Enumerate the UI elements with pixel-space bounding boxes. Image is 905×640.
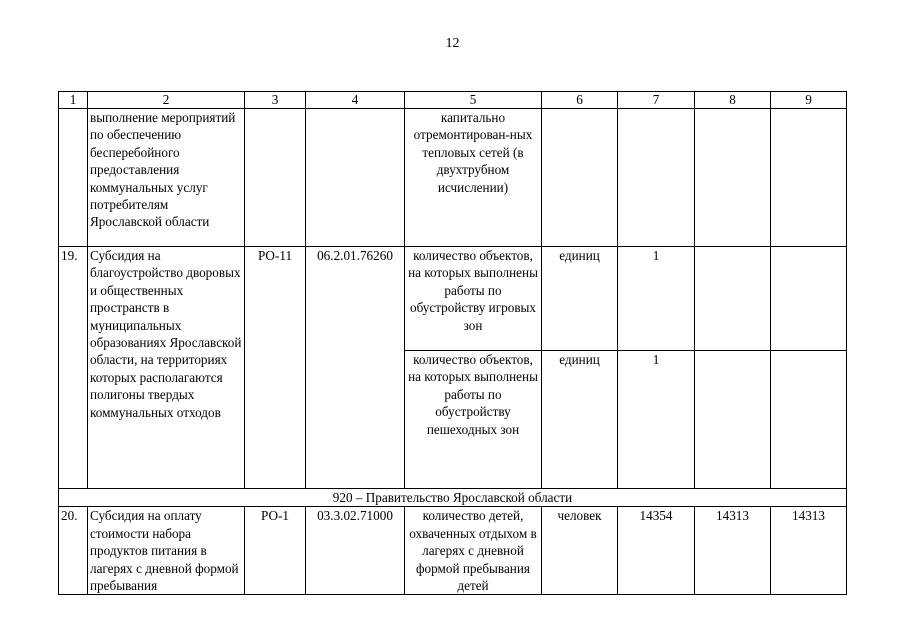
unit-cell: единиц (542, 247, 618, 351)
subsidy-table (58, 91, 847, 595)
subsidy-name-cell: Субсидия на оплату стоимости набора продуктов питания в лагерях с дневной формой пребывания (88, 507, 245, 595)
table-row-20 (59, 507, 847, 595)
table-row-19 (59, 247, 847, 351)
unit-cell: единиц (542, 351, 618, 489)
column-header: 9 (771, 92, 847, 109)
value-cell (771, 247, 847, 351)
column-header: 5 (405, 92, 542, 109)
table-row-continuation (59, 109, 847, 247)
row-number-cell (59, 109, 88, 247)
value-cell (618, 109, 695, 247)
column-header: 8 (695, 92, 771, 109)
unit-cell: человек (542, 507, 618, 595)
value-cell: 14313 (695, 507, 771, 595)
indicator-cell: количество детей, охваченных отдыхом в лагерях с дневной формой пребывания детей (405, 507, 542, 595)
column-header: 4 (306, 92, 405, 109)
value-cell: 1 (618, 351, 695, 489)
value-cell (771, 109, 847, 247)
subsidy-name-cell: Субсидия на благоустройство дворовых и общественных пространств в муниципальных образованиях Ярославской области, на территориях которых располагаются полигоны твердых коммунальных отходов (88, 247, 245, 489)
value-cell: 14354 (618, 507, 695, 595)
subsidy-name-cell: выполнение мероприятий по обеспечению бесперебойного предоставления коммунальных услуг потребителям Ярославской области (88, 109, 245, 247)
table-header-row (59, 92, 847, 109)
code-cell (245, 109, 306, 247)
value-cell (695, 109, 771, 247)
kbk-cell: 06.2.01.76260 (306, 247, 405, 489)
value-cell (695, 351, 771, 489)
value-cell (695, 247, 771, 351)
indicator-cell: капитально отремонтирован-ных тепловых сетей (в двухтрубном исчислении) (405, 109, 542, 247)
row-number-cell: 20. (59, 507, 88, 595)
column-header: 7 (618, 92, 695, 109)
value-cell (771, 351, 847, 489)
row-number-cell: 19. (59, 247, 88, 489)
code-cell: РО-1 (245, 507, 306, 595)
value-cell: 1 (618, 247, 695, 351)
unit-cell (542, 109, 618, 247)
kbk-cell (306, 109, 405, 247)
column-header: 6 (542, 92, 618, 109)
section-header-row (59, 489, 847, 507)
page-number: 12 (445, 36, 460, 51)
section-header: 920 – Правительство Ярославской области (59, 489, 847, 507)
kbk-cell: 03.3.02.71000 (306, 507, 405, 595)
code-cell: РО-11 (245, 247, 306, 489)
value-cell: 14313 (771, 507, 847, 595)
column-header: 1 (59, 92, 88, 109)
column-header: 2 (88, 92, 245, 109)
indicator-cell: количество объектов, на которых выполнены работы по обустройству игровых зон (405, 247, 542, 351)
column-header: 3 (245, 92, 306, 109)
indicator-cell: количество объектов, на которых выполнены работы по обустройству пешеходных зон (405, 351, 542, 489)
